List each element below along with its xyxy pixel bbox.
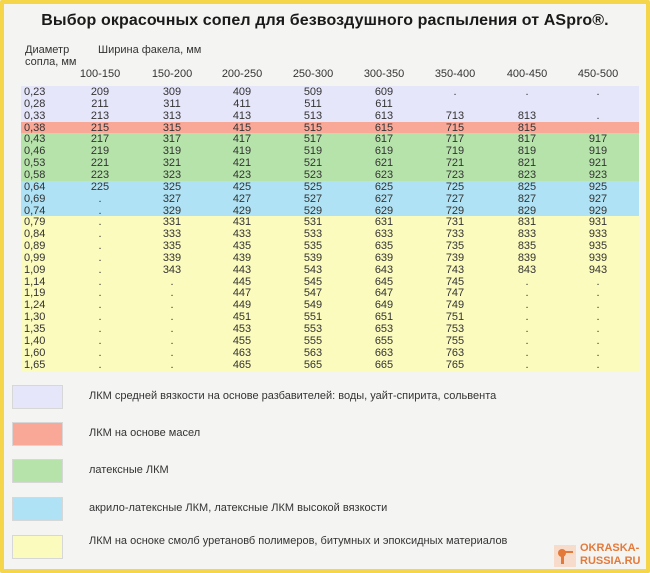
- nozzle-code-cell: 429: [232, 204, 252, 217]
- nozzle-code-cell: .: [596, 358, 600, 371]
- nozzle-code-cell: .: [98, 334, 102, 347]
- nozzle-code-cell: 935: [588, 240, 608, 253]
- nozzle-code-cell: 651: [374, 311, 394, 324]
- nozzle-code-cell: 925: [588, 180, 608, 193]
- nozzle-code-cell: 919: [588, 145, 608, 158]
- nozzle-code-cell: 621: [374, 157, 394, 170]
- table-row: [21, 181, 639, 193]
- nozzle-code-cell: 427: [232, 192, 252, 205]
- diameter-cell: 0,84: [24, 228, 46, 241]
- nozzle-code-cell: .: [596, 86, 600, 98]
- legend-swatch: [12, 385, 63, 409]
- nozzle-code-cell: .: [525, 86, 529, 98]
- nozzle-code-cell: 647: [374, 287, 394, 300]
- table-row: [21, 264, 639, 276]
- nozzle-code-cell: 417: [232, 133, 252, 146]
- nozzle-code-cell: 729: [445, 204, 465, 217]
- legend-label: латексные ЛКМ: [89, 464, 169, 476]
- nozzle-code-cell: 609: [374, 86, 394, 98]
- nozzle-code-cell: .: [596, 109, 600, 122]
- nozzle-code-cell: 513: [303, 109, 323, 122]
- nozzle-code-cell: 629: [374, 204, 394, 217]
- nozzle-code-cell: 765: [445, 358, 465, 371]
- nozzle-code-cell: 763: [445, 346, 465, 359]
- column-header: 100-150: [79, 68, 121, 80]
- nozzle-code-cell: 839: [517, 251, 537, 264]
- nozzle-code-cell: .: [525, 299, 529, 312]
- nozzle-code-cell: 933: [588, 228, 608, 241]
- nozzle-code-cell: .: [525, 275, 529, 288]
- diameter-cell: 0,58: [24, 168, 46, 181]
- nozzle-code-cell: 717: [445, 133, 465, 146]
- table-row: [21, 205, 639, 217]
- nozzle-code-cell: 539: [303, 251, 323, 264]
- nozzle-code-cell: 335: [162, 240, 182, 253]
- nozzle-code-cell: 439: [232, 251, 252, 264]
- nozzle-code-cell: 917: [588, 133, 608, 146]
- nozzle-code-cell: .: [170, 287, 174, 300]
- nozzle-code-cell: 423: [232, 168, 252, 181]
- nozzle-code-cell: .: [596, 323, 600, 335]
- nozzle-code-cell: 215: [90, 121, 110, 134]
- nozzle-code-cell: 827: [517, 192, 537, 205]
- nozzle-code-cell: 635: [374, 240, 394, 253]
- nozzle-code-cell: .: [525, 323, 529, 335]
- nozzle-code-cell: .: [170, 346, 174, 359]
- legend-label: акрило-латексные ЛКМ, латексные ЛКМ высокой вязкости: [89, 502, 388, 514]
- nozzle-code-cell: .: [453, 86, 457, 98]
- diameter-cell: 1,40: [24, 334, 46, 347]
- nozzle-code-cell: 551: [303, 311, 323, 324]
- nozzle-code-cell: 209: [90, 86, 110, 98]
- nozzle-code-cell: .: [170, 275, 174, 288]
- table-row: [21, 228, 639, 240]
- nozzle-code-cell: 743: [445, 263, 465, 276]
- nozzle-code-cell: .: [596, 334, 600, 347]
- nozzle-code-cell: 463: [232, 346, 252, 359]
- nozzle-code-cell: .: [170, 334, 174, 347]
- diameter-cell: 1,09: [24, 263, 46, 276]
- nozzle-code-cell: 725: [445, 180, 465, 193]
- nozzle-code-cell: 319: [162, 145, 182, 158]
- diameter-cell: 0,53: [24, 157, 46, 170]
- nozzle-code-cell: 433: [232, 228, 252, 241]
- nozzle-code-cell: 219: [90, 145, 110, 158]
- nozzle-code-cell: 515: [303, 121, 323, 134]
- nozzle-code-cell: 449: [232, 299, 252, 312]
- table-row: [21, 145, 639, 157]
- table-row: [21, 252, 639, 264]
- nozzle-code-cell: 419: [232, 145, 252, 158]
- table-row: [21, 276, 639, 288]
- column-header: 450-500: [577, 68, 619, 80]
- nozzle-code-cell: 749: [445, 299, 465, 312]
- nozzle-code-cell: .: [98, 192, 102, 205]
- nozzle-code-cell: 939: [588, 251, 608, 264]
- diameter-cell: 0,64: [24, 180, 46, 193]
- table-row: [21, 240, 639, 252]
- table-row: [21, 98, 639, 110]
- nozzle-code-cell: 225: [90, 180, 110, 193]
- nozzle-code-cell: 465: [232, 358, 252, 371]
- nozzle-code-cell: 655: [374, 334, 394, 347]
- table-row: [21, 335, 639, 347]
- column-header: 150-200: [151, 68, 193, 80]
- nozzle-code-cell: 835: [517, 240, 537, 253]
- nozzle-code-cell: 509: [303, 86, 323, 98]
- nozzle-code-cell: .: [98, 311, 102, 324]
- nozzle-code-cell: 813: [517, 109, 537, 122]
- diameter-cell: 0,38: [24, 121, 46, 134]
- diameter-cell: 1,35: [24, 323, 46, 335]
- nozzle-code-cell: 409: [232, 86, 252, 98]
- nozzle-code-cell: .: [98, 228, 102, 241]
- nozzle-code-cell: 531: [303, 216, 323, 229]
- nozzle-code-cell: 533: [303, 228, 323, 241]
- nozzle-code-cell: 663: [374, 346, 394, 359]
- nozzle-code-cell: 739: [445, 251, 465, 264]
- nozzle-code-cell: 443: [232, 263, 252, 276]
- nozzle-code-cell: .: [98, 275, 102, 288]
- table-row: [21, 299, 639, 311]
- nozzle-code-cell: 547: [303, 287, 323, 300]
- nozzle-code-cell: 549: [303, 299, 323, 312]
- nozzle-code-cell: 455: [232, 334, 252, 347]
- nozzle-code-cell: .: [170, 311, 174, 324]
- logo-line-2: RUSSIA.RU: [580, 555, 641, 567]
- nozzle-code-cell: 745: [445, 275, 465, 288]
- column-header: 350-400: [434, 68, 476, 80]
- nozzle-code-cell: 565: [303, 358, 323, 371]
- nozzle-code-cell: 721: [445, 157, 465, 170]
- nozzle-code-cell: 413: [232, 109, 252, 122]
- nozzle-code-cell: 731: [445, 216, 465, 229]
- table-row: [21, 122, 639, 134]
- nozzle-code-cell: .: [596, 311, 600, 324]
- nozzle-code-cell: 435: [232, 240, 252, 253]
- nozzle-code-cell: 627: [374, 192, 394, 205]
- site-logo[interactable]: [552, 543, 646, 567]
- nozzle-code-cell: .: [98, 204, 102, 217]
- nozzle-code-cell: 211: [91, 97, 109, 110]
- nozzle-code-cell: 719: [445, 145, 465, 158]
- diameter-cell: 1,60: [24, 346, 46, 359]
- nozzle-code-cell: .: [525, 358, 529, 371]
- nozzle-code-cell: 425: [232, 180, 252, 193]
- nozzle-code-cell: 527: [303, 192, 323, 205]
- nozzle-code-cell: .: [170, 299, 174, 312]
- diameter-cell: 0,89: [24, 240, 46, 253]
- nozzle-code-cell: .: [525, 311, 529, 324]
- nozzle-code-cell: .: [98, 323, 102, 335]
- nozzle-code-cell: .: [170, 358, 174, 371]
- nozzle-code-cell: 563: [303, 346, 323, 359]
- diameter-cell: 0,23: [24, 86, 46, 98]
- nozzle-code-cell: 525: [303, 180, 323, 193]
- nozzle-code-cell: 819: [517, 145, 537, 158]
- nozzle-code-cell: 927: [588, 192, 608, 205]
- nozzle-code-cell: 617: [374, 133, 394, 146]
- nozzle-code-cell: 931: [588, 216, 608, 229]
- nozzle-code-cell: .: [525, 287, 529, 300]
- nozzle-code-cell: 313: [162, 109, 182, 122]
- nozzle-code-cell: 665: [374, 358, 394, 371]
- diameter-cell: 1,30: [24, 311, 46, 324]
- table-row: [21, 359, 639, 371]
- table-row: [21, 169, 639, 181]
- nozzle-code-cell: 823: [517, 168, 537, 181]
- nozzle-code-cell: .: [170, 323, 174, 335]
- nozzle-code-cell: 213: [90, 109, 110, 122]
- logo-line-1: OKRASKA-: [580, 542, 640, 554]
- nozzle-code-cell: 713: [445, 109, 465, 122]
- nozzle-code-cell: 649: [374, 299, 394, 312]
- nozzle-code-cell: 317: [162, 133, 182, 146]
- nozzle-code-cell: 625: [374, 180, 394, 193]
- nozzle-code-cell: 325: [162, 180, 182, 193]
- legend-swatch: [12, 535, 63, 559]
- diameter-cell: 0,69: [24, 192, 46, 205]
- nozzle-code-cell: 321: [162, 157, 182, 170]
- logo-text: [580, 543, 641, 567]
- nozzle-code-cell: 415: [232, 121, 252, 134]
- nozzle-code-cell: 833: [517, 228, 537, 241]
- nozzle-code-cell: .: [98, 346, 102, 359]
- nozzle-code-cell: 553: [303, 323, 323, 335]
- nozzle-code-cell: 943: [588, 263, 608, 276]
- nozzle-code-cell: 723: [445, 168, 465, 181]
- table-row: [21, 323, 639, 335]
- diameter-cell: 0,28: [24, 97, 46, 110]
- nozzle-code-cell: .: [525, 334, 529, 347]
- nozzle-code-cell: 747: [445, 287, 465, 300]
- nozzle-code-cell: 643: [374, 263, 394, 276]
- table-row: [21, 287, 639, 299]
- nozzle-code-cell: 343: [162, 263, 182, 276]
- diameter-cell: 1,19: [24, 287, 46, 300]
- nozzle-code-cell: 543: [303, 263, 323, 276]
- diameter-cell: 0,33: [24, 109, 46, 122]
- nozzle-code-cell: 221: [90, 157, 110, 170]
- column-header: 300-350: [363, 68, 405, 80]
- nozzle-code-cell: 339: [162, 251, 182, 264]
- nozzle-code-cell: 613: [374, 109, 394, 122]
- nozzle-code-cell: 929: [588, 204, 608, 217]
- nozzle-code-cell: 615: [374, 121, 394, 134]
- nozzle-code-cell: 921: [588, 157, 608, 170]
- nozzle-code-cell: .: [596, 287, 600, 300]
- nozzle-code-cell: 453: [232, 323, 252, 335]
- nozzle-code-cell: 555: [303, 334, 323, 347]
- nozzle-code-cell: 517: [303, 133, 323, 146]
- nozzle-code-cell: 311: [163, 97, 181, 110]
- table-row: [21, 110, 639, 122]
- diameter-header: Диаметр сопла, мм: [25, 44, 77, 68]
- table-row: [21, 157, 639, 169]
- nozzle-code-cell: .: [98, 299, 102, 312]
- nozzle-code-cell: 545: [303, 275, 323, 288]
- diameter-cell: 0,79: [24, 216, 46, 229]
- nozzle-code-cell: 619: [374, 145, 394, 158]
- nozzle-code-cell: 751: [445, 311, 465, 324]
- nozzle-code-cell: 829: [517, 204, 537, 217]
- nozzle-code-cell: 223: [90, 168, 110, 181]
- nozzle-code-cell: 815: [517, 121, 537, 134]
- nozzle-code-cell: 843: [517, 263, 537, 276]
- nozzle-code-cell: 529: [303, 204, 323, 217]
- nozzle-code-cell: 735: [445, 240, 465, 253]
- diameter-cell: 0,74: [24, 204, 46, 217]
- nozzle-code-cell: 639: [374, 251, 394, 264]
- nozzle-code-cell: 753: [445, 323, 465, 335]
- nozzle-code-cell: 511: [304, 97, 322, 110]
- nozzle-code-cell: .: [98, 251, 102, 264]
- diameter-cell: 0,43: [24, 133, 46, 146]
- nozzle-code-cell: 315: [162, 121, 182, 134]
- nozzle-code-cell: .: [596, 299, 600, 312]
- nozzle-code-cell: .: [98, 263, 102, 276]
- nozzle-code-cell: 611: [375, 97, 393, 110]
- nozzle-code-cell: .: [525, 346, 529, 359]
- nozzle-code-cell: 623: [374, 168, 394, 181]
- nozzle-code-cell: 331: [162, 216, 182, 229]
- table-row: [21, 311, 639, 323]
- nozzle-code-cell: .: [98, 216, 102, 229]
- nozzle-code-cell: 821: [517, 157, 537, 170]
- legend-swatch: [12, 497, 63, 521]
- diameter-cell: 1,65: [24, 358, 46, 371]
- nozzle-code-cell: 631: [374, 216, 394, 229]
- diameter-cell: 0,46: [24, 145, 46, 158]
- spray-gun-icon: [554, 545, 576, 567]
- nozzle-code-cell: 421: [232, 157, 252, 170]
- nozzle-code-cell: 329: [162, 204, 182, 217]
- nozzle-code-cell: 715: [445, 121, 465, 134]
- table-row: [21, 347, 639, 359]
- nozzle-code-cell: 755: [445, 334, 465, 347]
- nozzle-code-cell: 523: [303, 168, 323, 181]
- nozzle-code-cell: 323: [162, 168, 182, 181]
- column-header: 200-250: [221, 68, 263, 80]
- nozzle-code-cell: 333: [162, 228, 182, 241]
- nozzle-code-cell: 825: [517, 180, 537, 193]
- column-header: 250-300: [292, 68, 334, 80]
- nozzle-code-cell: 727: [445, 192, 465, 205]
- nozzle-code-cell: 521: [303, 157, 323, 170]
- table-row: [21, 193, 639, 205]
- legend-label: ЛКМ на осноке смолб уретановб полимеров, битумных и эпоксидных материалов: [89, 535, 508, 547]
- table-row: [21, 133, 639, 145]
- nozzle-code-cell: 327: [162, 192, 182, 205]
- nozzle-code-cell: 653: [374, 323, 394, 335]
- nozzle-code-cell: 519: [303, 145, 323, 158]
- nozzle-code-cell: 309: [162, 86, 182, 98]
- nozzle-code-cell: 645: [374, 275, 394, 288]
- diameter-cell: 1,14: [24, 275, 46, 288]
- nozzle-code-cell: .: [98, 358, 102, 371]
- nozzle-code-cell: .: [98, 240, 102, 253]
- table-row: [21, 216, 639, 228]
- nozzle-code-cell: .: [596, 275, 600, 288]
- diameter-cell: 1,24: [24, 299, 46, 312]
- page-title: Выбор окрасочных сопел для безвоздушного распыления от ASpro®.: [41, 12, 609, 29]
- nozzle-code-cell: 451: [232, 311, 252, 324]
- diameter-cell: 0,99: [24, 251, 46, 264]
- table-row: [21, 86, 639, 98]
- nozzle-code-cell: 447: [232, 287, 252, 300]
- nozzle-code-cell: 535: [303, 240, 323, 253]
- nozzle-code-cell: 411: [233, 97, 251, 110]
- legend-label: ЛКМ средней вязкости на основе разбавителей: воды, уайт-спирита, сольвента: [89, 390, 497, 402]
- nozzle-code-cell: 445: [232, 275, 252, 288]
- nozzle-code-cell: 817: [517, 133, 537, 146]
- nozzle-code-cell: 431: [232, 216, 252, 229]
- nozzle-code-cell: 633: [374, 228, 394, 241]
- nozzle-code-cell: .: [98, 287, 102, 300]
- nozzle-code-cell: 217: [90, 133, 110, 146]
- nozzle-code-cell: 733: [445, 228, 465, 241]
- nozzle-code-cell: 923: [588, 168, 608, 181]
- nozzle-code-cell: .: [596, 346, 600, 359]
- legend-swatch: [12, 459, 63, 483]
- legend-swatch: [12, 422, 63, 446]
- nozzle-code-cell: 831: [517, 216, 537, 229]
- width-header: Ширина факела, мм: [98, 44, 202, 56]
- column-header: 400-450: [506, 68, 548, 80]
- legend-label: ЛКМ на основе масел: [89, 427, 201, 439]
